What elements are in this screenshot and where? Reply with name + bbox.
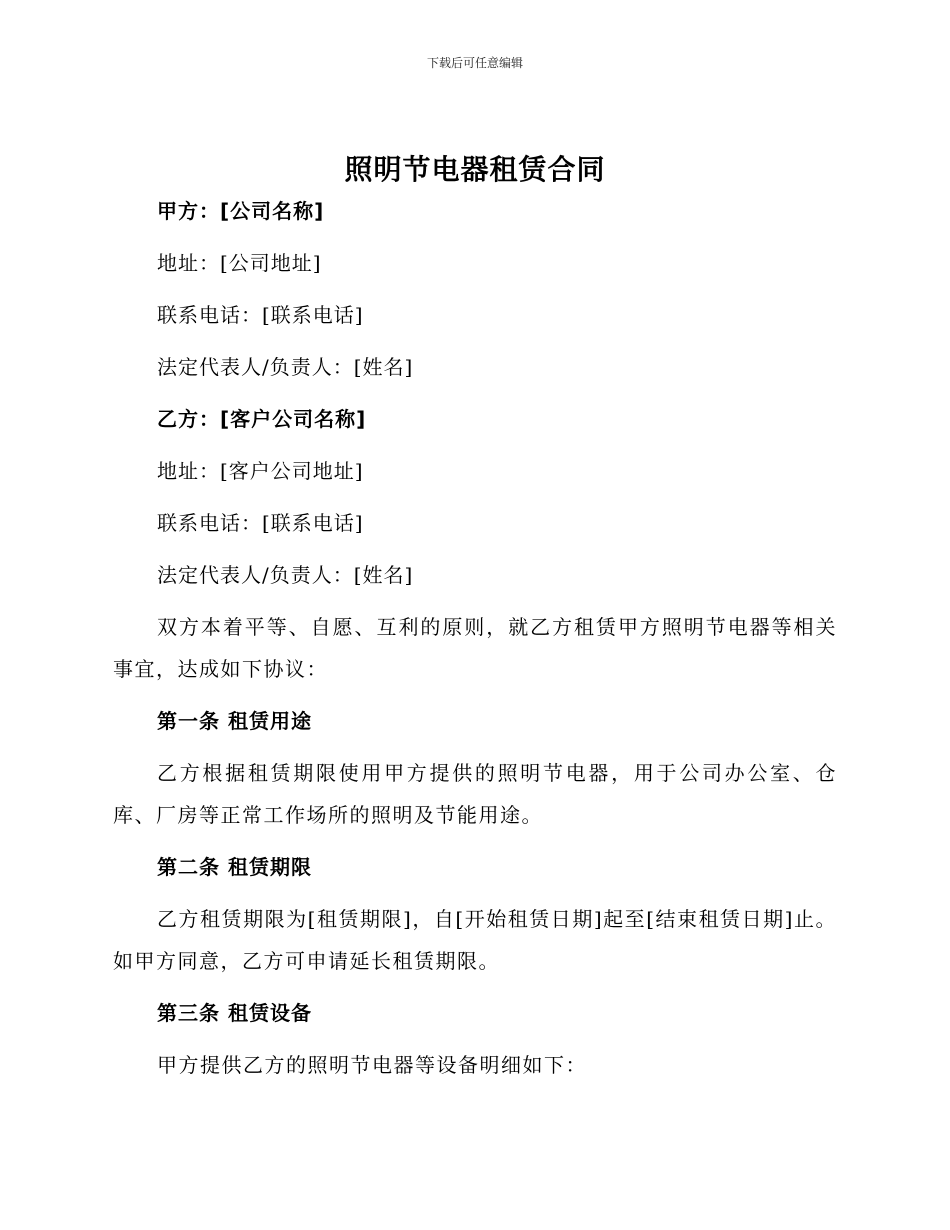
article-1-heading: 第一条 租赁用途 — [157, 709, 312, 733]
party-a-heading: 甲方：[公司名称] — [157, 199, 325, 223]
party-a-representative: 法定代表人/负责人：[姓名] — [157, 355, 414, 379]
article-2-body: 乙方租赁期限为[租赁期限]，自[开始租赁日期]起至[结束租赁日期]止。如甲方同意，乙方可申请延长租赁期限。 — [113, 907, 837, 973]
header-note: 下载后可任意编辑 — [426, 56, 523, 70]
article-1-body: 乙方根据租赁期限使用甲方提供的照明节电器，用于公司办公室、仓库、厂房等正常工作场所的照明及节能用途。 — [113, 761, 837, 827]
party-b-heading: 乙方：[客户公司名称] — [157, 407, 367, 431]
party-a-address: 地址：[公司地址] — [157, 251, 322, 275]
party-b-address: 地址：[客户公司地址] — [157, 459, 364, 483]
document-body — [113, 190, 837, 1096]
party-b-representative: 法定代表人/负责人：[姓名] — [157, 563, 414, 587]
party-b-phone: 联系电话：[联系电话] — [157, 511, 364, 535]
preamble-paragraph: 双方本着平等、自愿、互利的原则，就乙方租赁甲方照明节电器等相关事宜，达成如下协议： — [113, 615, 837, 681]
article-2-heading: 第二条 租赁期限 — [157, 855, 312, 879]
party-a-phone: 联系电话：[联系电话] — [157, 303, 364, 327]
article-3-body: 甲方提供乙方的照明节电器等设备明细如下： — [157, 1053, 587, 1077]
article-3-heading: 第三条 租赁设备 — [157, 1001, 312, 1025]
document-title: 照明节电器租赁合同 — [344, 153, 606, 186]
